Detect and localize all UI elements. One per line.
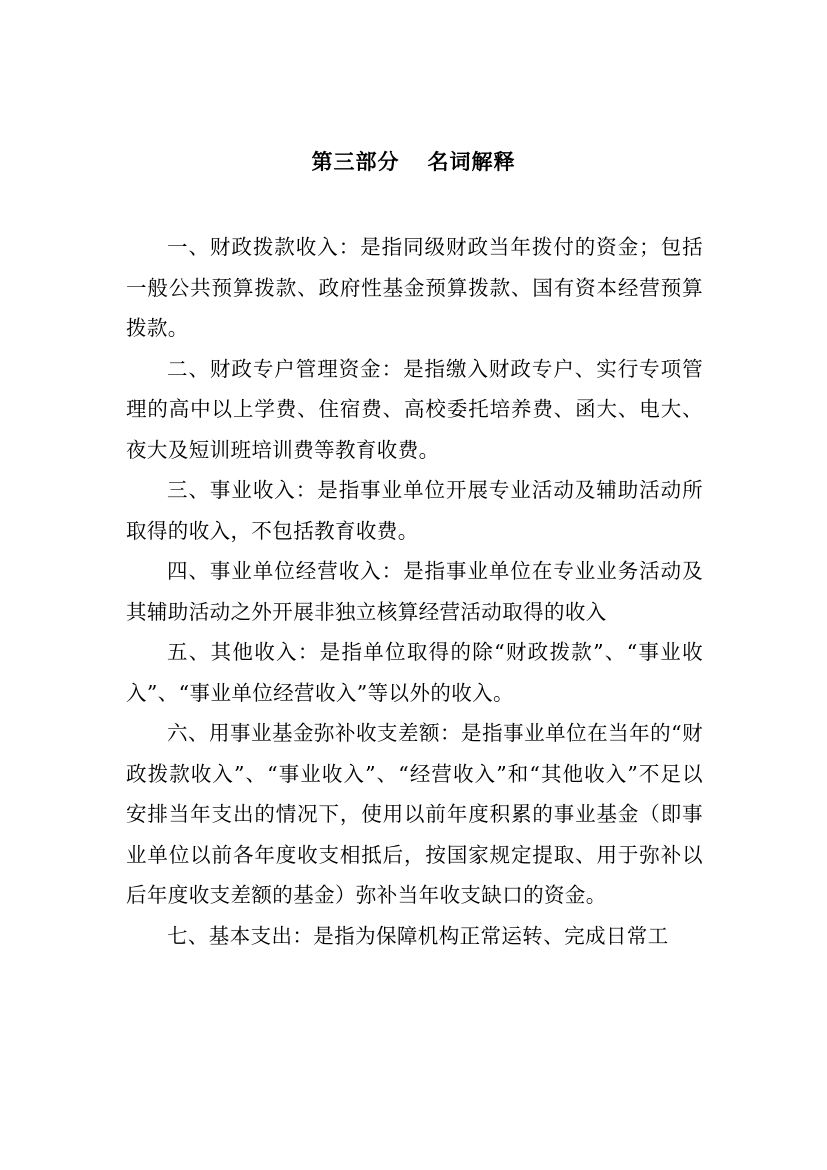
paragraph-6: 六、用事业基金弥补收支差额：是指事业单位在当年的“财政拨款收入”、“事业收入”、“经营收入”和“其他收入”不足以安排当年支出的情况下，使用以前年度积累的事业基金（即事业单位以前各年度收支相抵后，按国家规定提取、用于弥补以后年度收支差额的基金）弥补当年收支缺口的资金。 [126,721,703,907]
document-body [126,227,703,956]
paragraph-5: 五、其他收入：是指单位取得的除“财政拨款”、“事业收入”、“事业单位经营收入”等以外的收入。 [126,640,703,705]
paragraph-3: 三、事业收入：是指事业单位开展专业活动及辅助活动所取得的收入，不包括教育收费。 [126,478,703,543]
paragraph-7: 七、基本支出：是指为保障机构正常运转、完成日常工 [167,923,669,948]
paragraph-4: 四、事业单位经营收入：是指事业单位在专业业务活动及其辅助活动之外开展非独立核算经营活动取得的收入 [126,559,703,624]
title-name: 名词解释 [427,150,516,174]
paragraph-1: 一、财政拨款收入：是指同级财政当年拨付的资金；包括一般公共预算拨款、政府性基金预算拨款、国有资本经营预算拨款。 [126,235,703,340]
page-title [0,146,827,178]
title-part: 第三部分 [311,150,400,174]
paragraph-2: 二、财政专户管理资金：是指缴入财政专户、实行专项管理的高中以上学费、住宿费、高校委托培养费、函大、电大、夜大及短训班培训费等教育收费。 [126,356,703,462]
